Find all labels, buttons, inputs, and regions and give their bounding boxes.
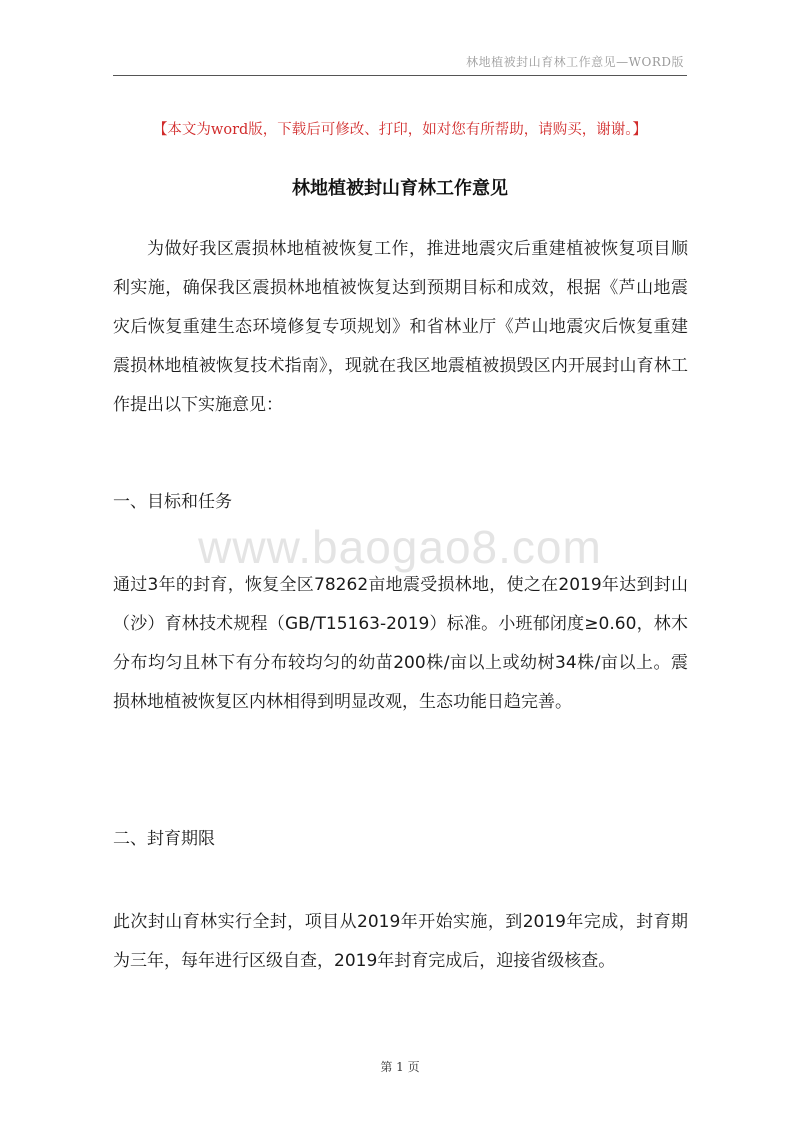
header-rule <box>113 75 687 76</box>
section-1-body: 通过3年的封育，恢复全区78262亩地震受损林地，使之在2019年达到封山（沙）育林技术规程（GB/T15163-2019）标准。小班郁闭度≥0.60，林木分布均匀且林下有分布较均匀的幼苗200株/亩以上或幼树34株/亩以上。震损林地植被恢复区内林相得到明显改观，生态功能日趋完善。 <box>113 575 688 712</box>
purchase-notice: 【本文为word版，下载后可修改、打印，如对您有所帮助，请购买，谢谢。】 <box>152 122 648 138</box>
section-1-heading: 一、目标和任务 <box>113 492 232 512</box>
document-title: 林地植被封山育林工作意见 <box>292 178 508 199</box>
running-header: 林地植被封山育林工作意见—WORD版 <box>466 55 684 69</box>
watermark: www.baogao8.com <box>198 521 602 573</box>
page-number: 第 1 页 <box>380 1060 420 1074</box>
section-2-body: 此次封山育林实行全封，项目从2019年开始实施，到2019年完成，封育期为三年，每年进行区级自查，2019年封育完成后，迎接省级核查。 <box>113 912 688 971</box>
section-2-heading: 二、封育期限 <box>113 829 215 849</box>
intro-paragraph: 为做好我区震损林地植被恢复工作，推进地震灾后重建植被恢复项目顺利实施，确保我区震损林地植被恢复达到预期目标和成效，根据《芦山地震灾后恢复重建生态环境修复专项规划》和省林业厅《芦山地震灾后恢复重建震损林地植被恢复技术指南》，现就在我区地震植被损毁区内开展封山育林工作提出以下实施意见： <box>113 239 688 415</box>
